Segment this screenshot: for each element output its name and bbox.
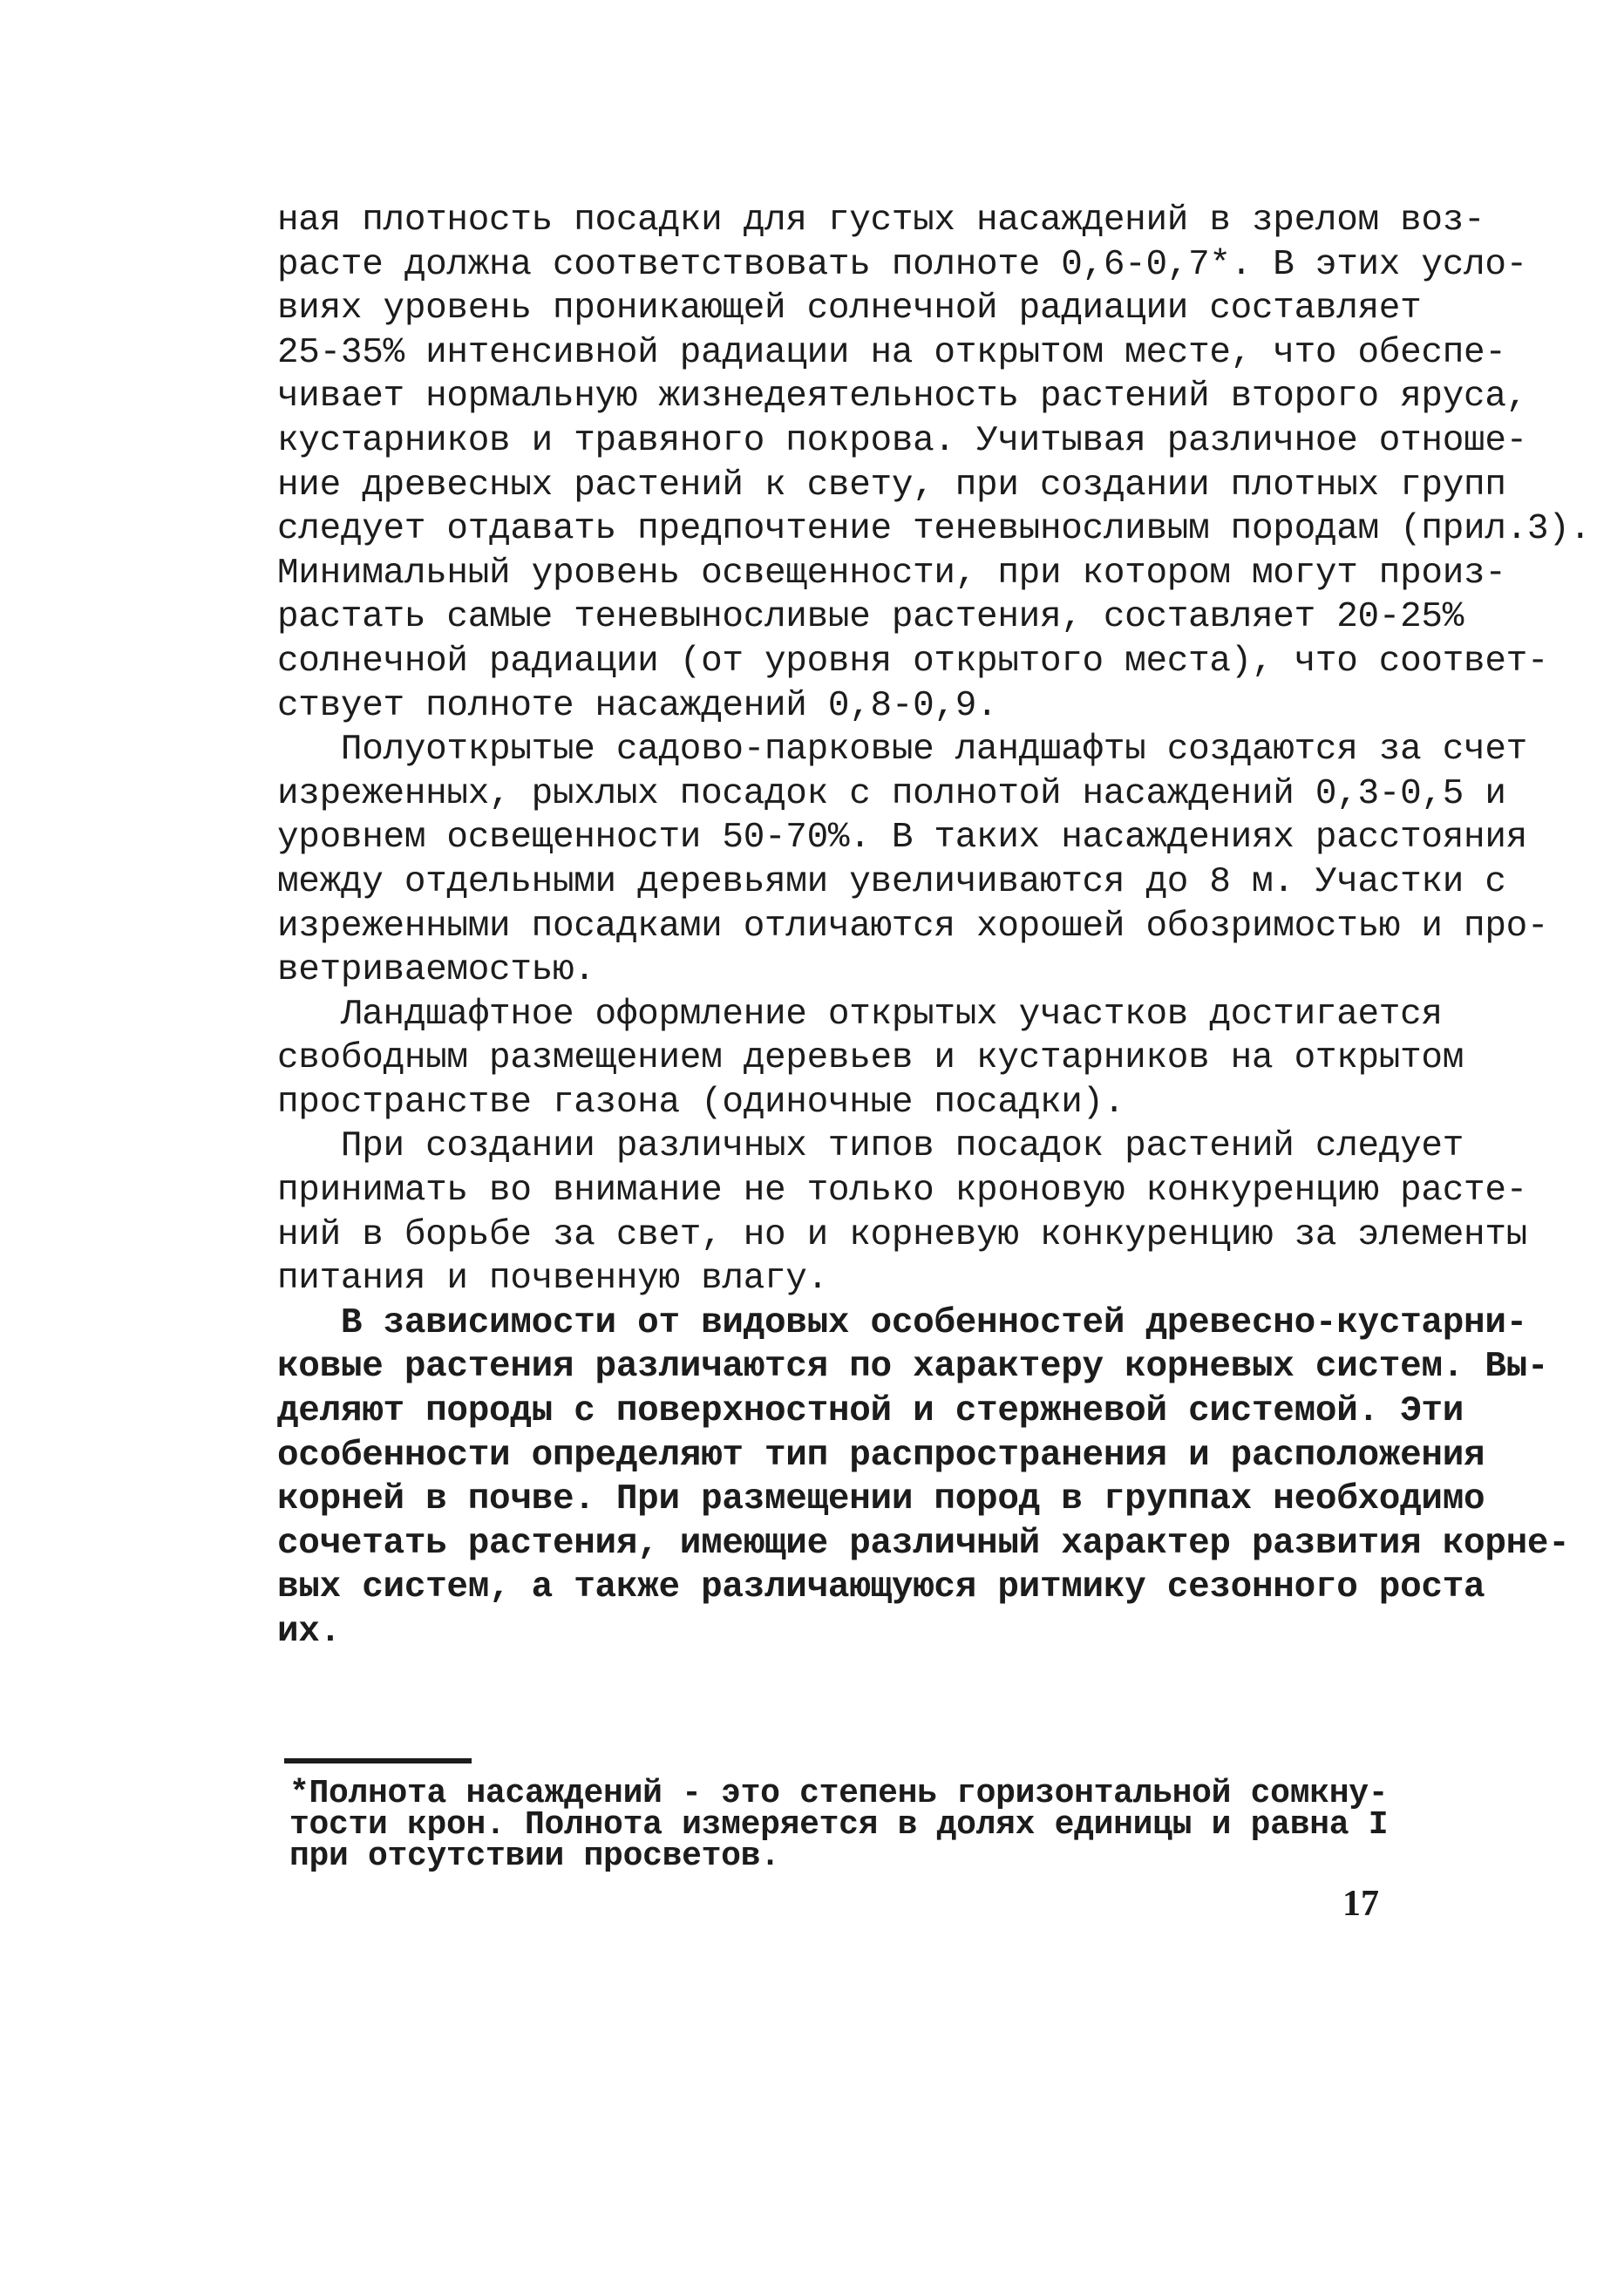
- footnote-line: тости крон. Полнота измеряется в долях единицы и равна I: [289, 1806, 1389, 1844]
- text-line: деляют породы с поверхностной и стержневой системой. Эти: [277, 1391, 1464, 1432]
- text-line: корней в почве. При размещении пород в группах необходимо: [277, 1479, 1485, 1520]
- text-line: ствует полноте насаждений 0,8-0,9.: [277, 685, 998, 726]
- text-line: солнечной радиации (от уровня открытого места), что соответ-: [277, 641, 1549, 682]
- text-line: ние древесных растений к свету, при создании плотных групп: [277, 465, 1506, 506]
- text-line: свободным размещением деревьев и кустарников на открытом: [277, 1038, 1464, 1079]
- text-line: вых систем, а также различающуюся ритмику сезонного роста: [277, 1567, 1485, 1608]
- page-number: 17: [1342, 1884, 1379, 1924]
- text-line: пространстве газона (одиночные посадки).: [277, 1082, 1125, 1123]
- paragraph-1: [277, 199, 1591, 728]
- footnote-line: *Полнота насаждений - это степень горизонтальной сомкну-: [289, 1775, 1389, 1812]
- footnote-line: при отсутствии просветов.: [289, 1838, 780, 1875]
- paragraph-3: [277, 993, 1464, 1125]
- text-line: Минимальный уровень освещенности, при котором могут произ-: [277, 553, 1506, 594]
- text-line: их.: [277, 1612, 341, 1652]
- text-line: ковые растения различаются по характеру корневых систем. Вы-: [277, 1347, 1549, 1388]
- paragraph-5-bold: [277, 1301, 1570, 1655]
- text-line: сочетать растения, имеющие различный характер развития корне-: [277, 1523, 1570, 1564]
- text-line: питания и почвенную влагу.: [277, 1259, 828, 1300]
- text-line: 25-35% интенсивной радиации на открытом месте, что обеспе-: [277, 332, 1506, 373]
- text-line: В зависимости от видовых особенностей древесно-кустарни-: [277, 1302, 1527, 1343]
- text-line: ний в борьбе за свет, но и корневую конкуренцию за элементы: [277, 1214, 1527, 1255]
- paragraph-2: [277, 728, 1549, 993]
- text-line: чивает нормальную жизнедеятельность растений второго яруса,: [277, 377, 1527, 418]
- text-line: изреженных, рыхлых посадок с полнотой насаждений 0,3-0,5 и: [277, 773, 1506, 814]
- main-text: [277, 199, 1591, 1655]
- text-line: ная плотность посадки для густых насаждений в зрелом воз-: [277, 200, 1485, 241]
- text-line: растать самые теневыносливые растения, составляет 20-25%: [277, 597, 1464, 638]
- footnote: [289, 1775, 1423, 1875]
- text-line: Ландшафтное оформление открытых участков достигается: [277, 994, 1443, 1035]
- text-line: расте должна соответствовать полноте 0,6-0,7*. В этих усло-: [277, 244, 1527, 285]
- text-line: ветриваемостью.: [277, 950, 595, 991]
- text-line: уровнем освещенности 50-70%. В таких насаждениях расстояния: [277, 818, 1527, 859]
- text-line: виях уровень проникающей солнечной радиации составляет: [277, 289, 1422, 330]
- text-line: следует отдавать предпочтение теневыносливым породам (прил.3).: [277, 509, 1591, 550]
- text-line: принимать во внимание не только кроновую конкуренцию расте-: [277, 1171, 1527, 1212]
- text-line: При создании различных типов посадок растений следует: [277, 1126, 1464, 1167]
- text-line: между отдельными деревьями увеличиваются до 8 м. Участки с: [277, 861, 1506, 902]
- paragraph-4: [277, 1125, 1527, 1301]
- text-line: кустарников и травяного покрова. Учитывая различное отноше-: [277, 420, 1527, 461]
- text-line: особенности определяют тип распространения и расположения: [277, 1435, 1485, 1476]
- text-line: изреженными посадками отличаются хорошей обозримостью и про-: [277, 906, 1549, 947]
- footnote-divider: [284, 1758, 472, 1763]
- text-line: Полуоткрытые садово-парковые ландшафты создаются за счет: [277, 730, 1527, 771]
